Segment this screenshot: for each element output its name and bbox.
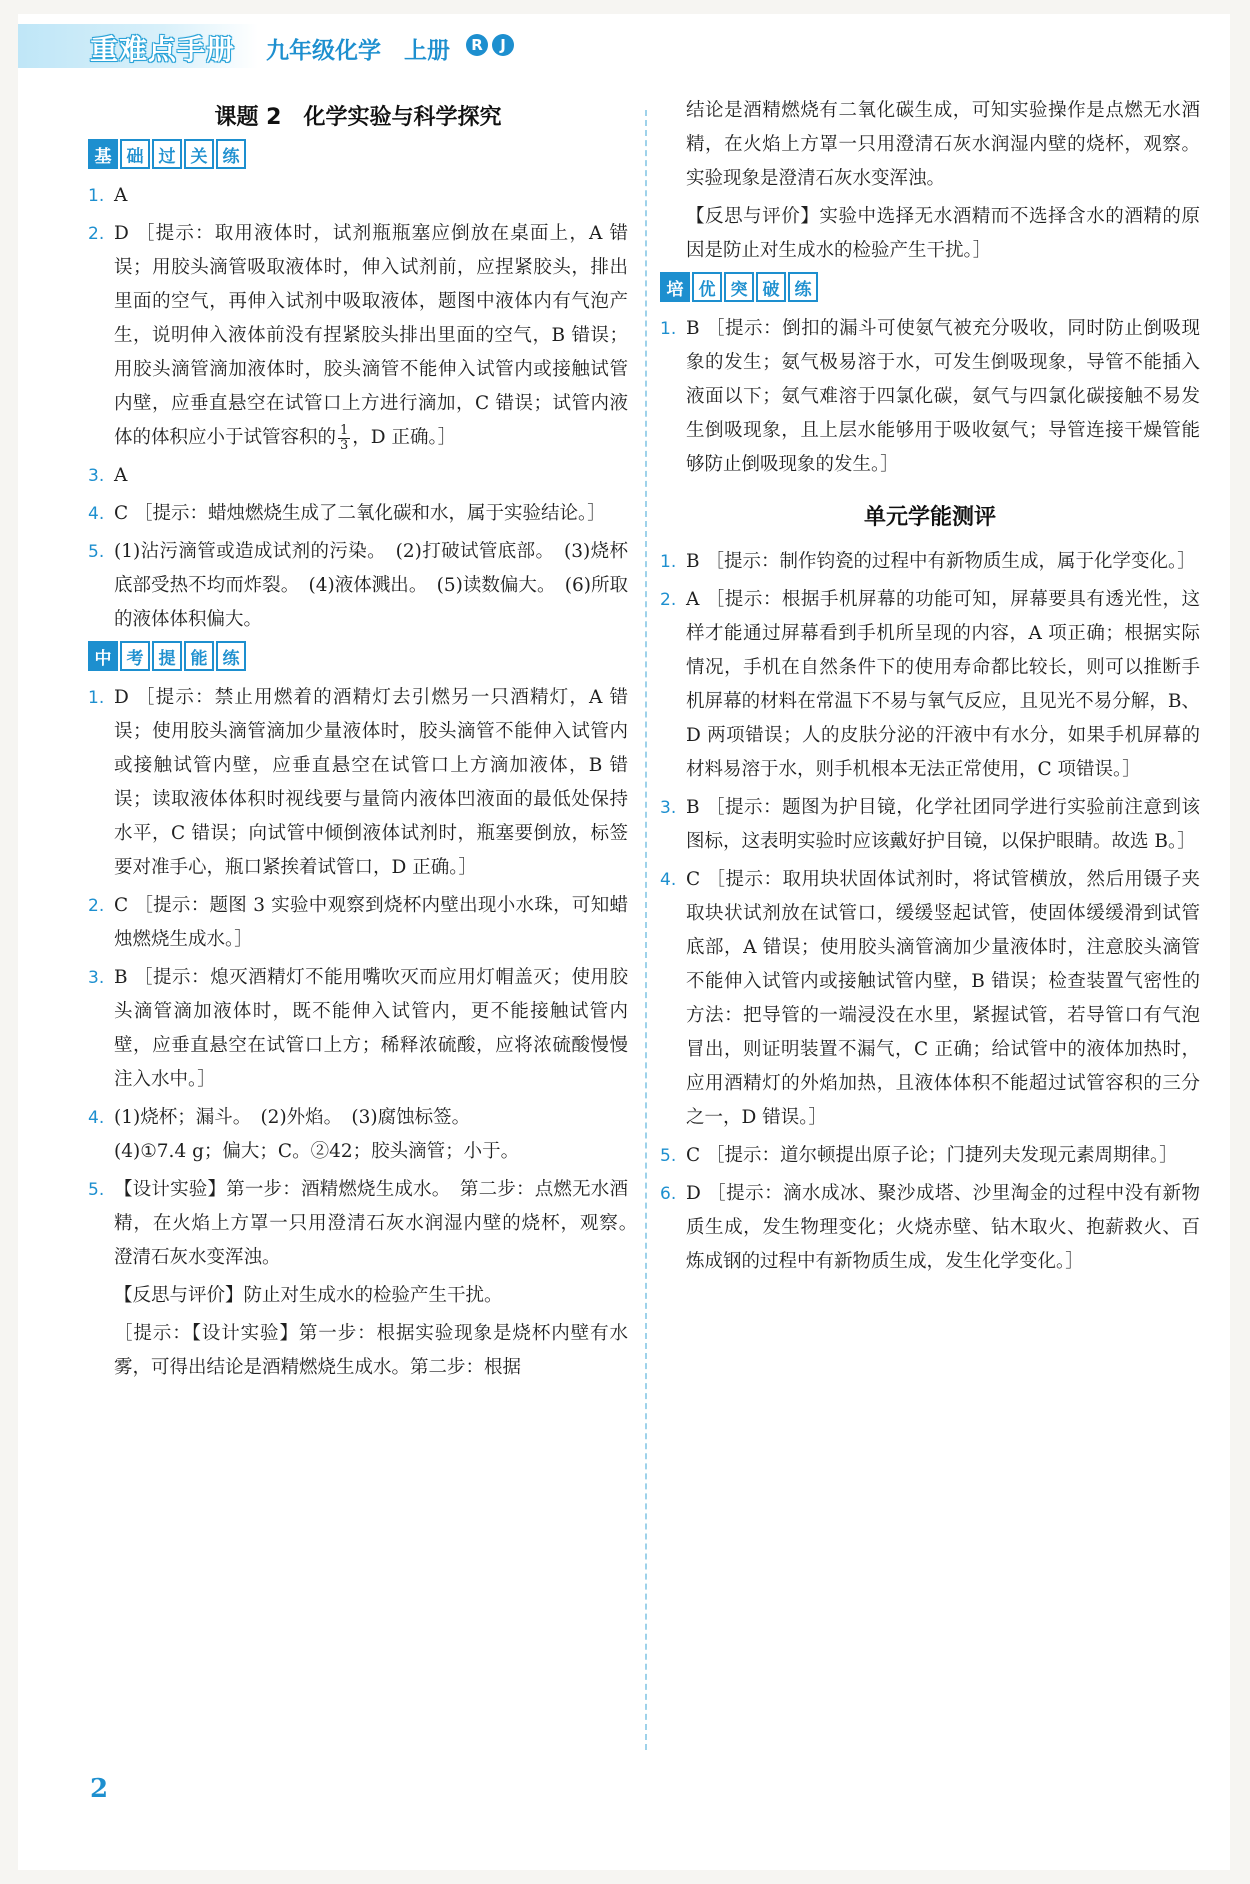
item-text: D ［提示：滴水成冰、聚沙成塔、沙里淘金的过程中没有新物质生成，发生物理变化；火烧赤壁、钻木取火、抱薪救火、百炼成钢的过程中有新物质生成，发生化学变化。］ bbox=[686, 1183, 1200, 1272]
section-char: 练 bbox=[216, 139, 246, 169]
item-text: B ［提示：熄灭酒精灯不能用嘴吹灭而应用灯帽盖灭；使用胶头滴管滴加液体时，既不能伸入试管内，更不能接触试管内壁，应垂直悬空在试管口上方；稀释浓硫酸，应将浓硫酸慢慢注入水中。］ bbox=[114, 967, 628, 1090]
page-number: 2 bbox=[90, 1774, 109, 1804]
item-text: C ［提示：题图 3 实验中观察到烧杯内壁出现小水珠，可知蜡烛燃烧生成水。］ bbox=[114, 895, 628, 950]
item-text-main: D ［提示：取用液体时，试剂瓶瓶塞应倒放在桌面上，A 错误；用胶头滴管吸取液体时，伸入试剂前，应捏紧胶头，排出里面的空气，再伸入试剂中吸取液体，题图中液体内有气泡产生，说明伸入液体前没有捏紧胶头排出里面的空气，B 错误；用胶头滴管滴加液体时，胶头滴管不能伸入试管内或接触试管内壁，应垂直悬空在试管口上方进行滴加，C 错误；试管内液体的体积应小于试管容积的 bbox=[114, 223, 628, 448]
section-char: 关 bbox=[184, 139, 214, 169]
fraction bbox=[338, 424, 350, 453]
item-text: B ［提示：制作钧瓷的过程中有新物质生成，属于化学变化。］ bbox=[686, 551, 1196, 572]
item-number: 5. bbox=[88, 1180, 105, 1200]
item-text: (1)沾污滴管或造成试剂的污染。 (2)打破试管底部。 (3)烧杯底部受热不均而炸裂。 (4)液体溅出。 (5)读数偏大。 (6)所取的液体体积偏大。 bbox=[114, 541, 628, 630]
answer-item bbox=[660, 1139, 1200, 1173]
answer-item bbox=[88, 1173, 647, 1275]
item-number: 1. bbox=[660, 552, 677, 572]
page bbox=[18, 14, 1230, 1870]
unit-test-title: 单元学能测评 bbox=[863, 505, 996, 530]
answer-item bbox=[88, 889, 628, 957]
answer-item bbox=[660, 791, 1200, 859]
answer-item bbox=[88, 1101, 628, 1169]
item-line: (1)烧杯；漏斗。 (2)外焰。 (3)腐蚀标签。 bbox=[114, 1107, 471, 1128]
answer-item bbox=[88, 179, 628, 213]
section-char: 练 bbox=[788, 272, 818, 302]
answer-item bbox=[660, 583, 1200, 787]
header-subtitle: 九年级化学 上册 bbox=[266, 38, 450, 64]
item-number: 4. bbox=[88, 504, 105, 524]
running-header bbox=[18, 14, 578, 76]
badge-j: J bbox=[492, 34, 514, 56]
answer-item bbox=[88, 681, 628, 885]
continued-text: 结论是酒精燃烧有二氧化碳生成，可知实验操作是点燃无水酒精，在火焰上方罩一只用澄清石灰水润湿内壁的烧杯，观察。实验现象是澄清石灰水变浑浊。 bbox=[686, 100, 1200, 189]
item-number: 1. bbox=[88, 688, 105, 708]
item-text: D ［提示：禁止用燃着的酒精灯去引燃另一只酒精灯，A 错误；使用胶头滴管滴加少量液体时，胶头滴管不能伸入试管内或接触试管内壁，应垂直悬空在试管口上方滴加液体，B 错误；读取液体体积时视线要与量筒内液体凹液面的最低处保持水平，C 错误；向试管中倾倒液体试剂时，瓶塞要倒放，标签要对准手心，瓶口紧挨着试管口，D 正确。］ bbox=[114, 687, 628, 878]
item-text: B ［提示：题图为护目镜，化学社团同学进行实验前注意到该图标，这表明实验时应该戴好护目镜，以保护眼睛。故选 B。］ bbox=[686, 797, 1200, 852]
answer-item bbox=[660, 1177, 1200, 1279]
column-divider bbox=[645, 110, 647, 1750]
answer-item bbox=[88, 535, 628, 637]
item-number: 2. bbox=[88, 896, 105, 916]
item-number: 1. bbox=[660, 319, 677, 339]
item-number: 3. bbox=[88, 968, 105, 988]
answer-item bbox=[88, 961, 628, 1097]
item-text: C ［提示：蜡烛燃烧生成了二氧化碳和水，属于实验结论。］ bbox=[114, 503, 606, 524]
continued-text: 【反思与评价】实验中选择无水酒精而不选择含水的酒精的原因是防止对生成水的检验产生干扰。］ bbox=[686, 206, 1200, 261]
section-char: 练 bbox=[216, 641, 246, 671]
item-number: 3. bbox=[660, 798, 677, 818]
item-text bbox=[114, 1101, 628, 1169]
item-text: B ［提示：倒扣的漏斗可使氨气被充分吸收，同时防止倒吸现象的发生；氨气极易溶于水，可发生倒吸现象，导管不能插入液面以下；氨气难溶于四氯化碳，氨气与四氯化碳接触不易发生倒吸现象，且上层水能够用于吸收氨气；导管连接干燥管能够防止倒吸现象的发生。］ bbox=[686, 318, 1200, 475]
item-text bbox=[114, 217, 628, 455]
item-line: (4)①7.4 g；偏大；C。②42；胶头滴管；小于。 bbox=[114, 1141, 520, 1162]
answer-item bbox=[660, 863, 1200, 1135]
item-text: A bbox=[114, 185, 128, 206]
item-text: A ［提示：根据手机屏幕的功能可知，屏幕要具有透光性，这样才能通过屏幕看到手机所呈现的内容，A 项正确；根据实际情况，手机在自然条件下的使用寿命都比较长，则可以推断手机屏幕的材料在常温下不易与氧气反应，且见光不易分解，B、D 两项错误；人的皮肤分泌的汗液中有水分，如果手机屏幕的材料易溶于水，则手机根本无法正常使用，C 项错误。］ bbox=[686, 589, 1200, 780]
section-char: 能 bbox=[184, 641, 214, 671]
header-badges bbox=[466, 34, 514, 56]
item-text: 【设计实验】第一步：酒精燃烧生成水。 第二步：点燃无水酒精，在火焰上方罩一只用澄清石灰水润湿内壁的烧杯，观察。 澄清石灰水变浑浊。 bbox=[114, 1179, 647, 1268]
section-exam-practice bbox=[88, 641, 628, 671]
section-char: 础 bbox=[120, 139, 150, 169]
fraction-numerator: 1 bbox=[340, 422, 349, 438]
section-char: 过 bbox=[152, 139, 182, 169]
item-number: 4. bbox=[660, 870, 677, 890]
item-text: C ［提示：道尔顿提出原子论；门捷列夫发现元素周期律。］ bbox=[686, 1145, 1178, 1166]
section-char: 基 bbox=[88, 139, 118, 169]
badge-r: R bbox=[466, 34, 488, 56]
item-number: 5. bbox=[660, 1146, 677, 1166]
item-number: 6. bbox=[660, 1184, 677, 1204]
item-number: 4. bbox=[88, 1108, 105, 1128]
section-char: 提 bbox=[152, 641, 182, 671]
section-char: 中 bbox=[88, 641, 118, 671]
section-char: 破 bbox=[756, 272, 786, 302]
section-advanced-practice bbox=[660, 272, 1200, 302]
item-number: 2. bbox=[88, 224, 105, 244]
fraction-denominator: 3 bbox=[340, 437, 349, 453]
answer-item bbox=[88, 497, 628, 531]
item-number: 1. bbox=[88, 186, 105, 206]
item-text-tail: ，D 正确。］ bbox=[352, 427, 457, 448]
lesson-title: 课题 2 化学实验与科学探究 bbox=[214, 105, 502, 130]
answer-item bbox=[660, 545, 1200, 579]
section-char: 培 bbox=[660, 272, 690, 302]
item-continuation: ［提示：【设计实验】第一步：根据实验现象是烧杯内壁有水雾，可得出结论是酒精燃烧生成水。第二步：根据 bbox=[114, 1323, 628, 1378]
right-column bbox=[660, 100, 1200, 1283]
item-text: C ［提示：取用块状固体试剂时，将试管横放，然后用镊子夹取块状试剂放在试管口，缓缓竖起试管，使固体缓缓滑到试管底部，A 错误；使用胶头滴管滴加少量液体时，注意胶头滴管不能伸入试管内或接触试管内壁，B 错误；检查装置气密性的方法：把导管的一端浸没在水里，紧握试管，若导管口有气泡冒出，则证明装置不漏气，C 正确；给试管中的液体加热时，应用酒精灯的外焰加热，且液体体积不能超过试管容积的三分之一，D 错误。］ bbox=[686, 869, 1200, 1128]
item-continuation: 【反思与评价】防止对生成水的检验产生干扰。 bbox=[114, 1285, 503, 1306]
item-text: A bbox=[114, 465, 128, 486]
item-number: 3. bbox=[88, 466, 105, 486]
header-brand: 重难点手册 bbox=[90, 33, 236, 66]
answer-item bbox=[88, 459, 628, 493]
answer-item bbox=[88, 217, 628, 455]
left-column bbox=[88, 100, 647, 1389]
section-char: 优 bbox=[692, 272, 722, 302]
section-basic-practice bbox=[88, 139, 628, 169]
item-number: 5. bbox=[88, 542, 105, 562]
section-char: 考 bbox=[120, 641, 150, 671]
item-number: 2. bbox=[660, 590, 677, 610]
answer-item bbox=[660, 312, 1200, 482]
section-char: 突 bbox=[724, 272, 754, 302]
